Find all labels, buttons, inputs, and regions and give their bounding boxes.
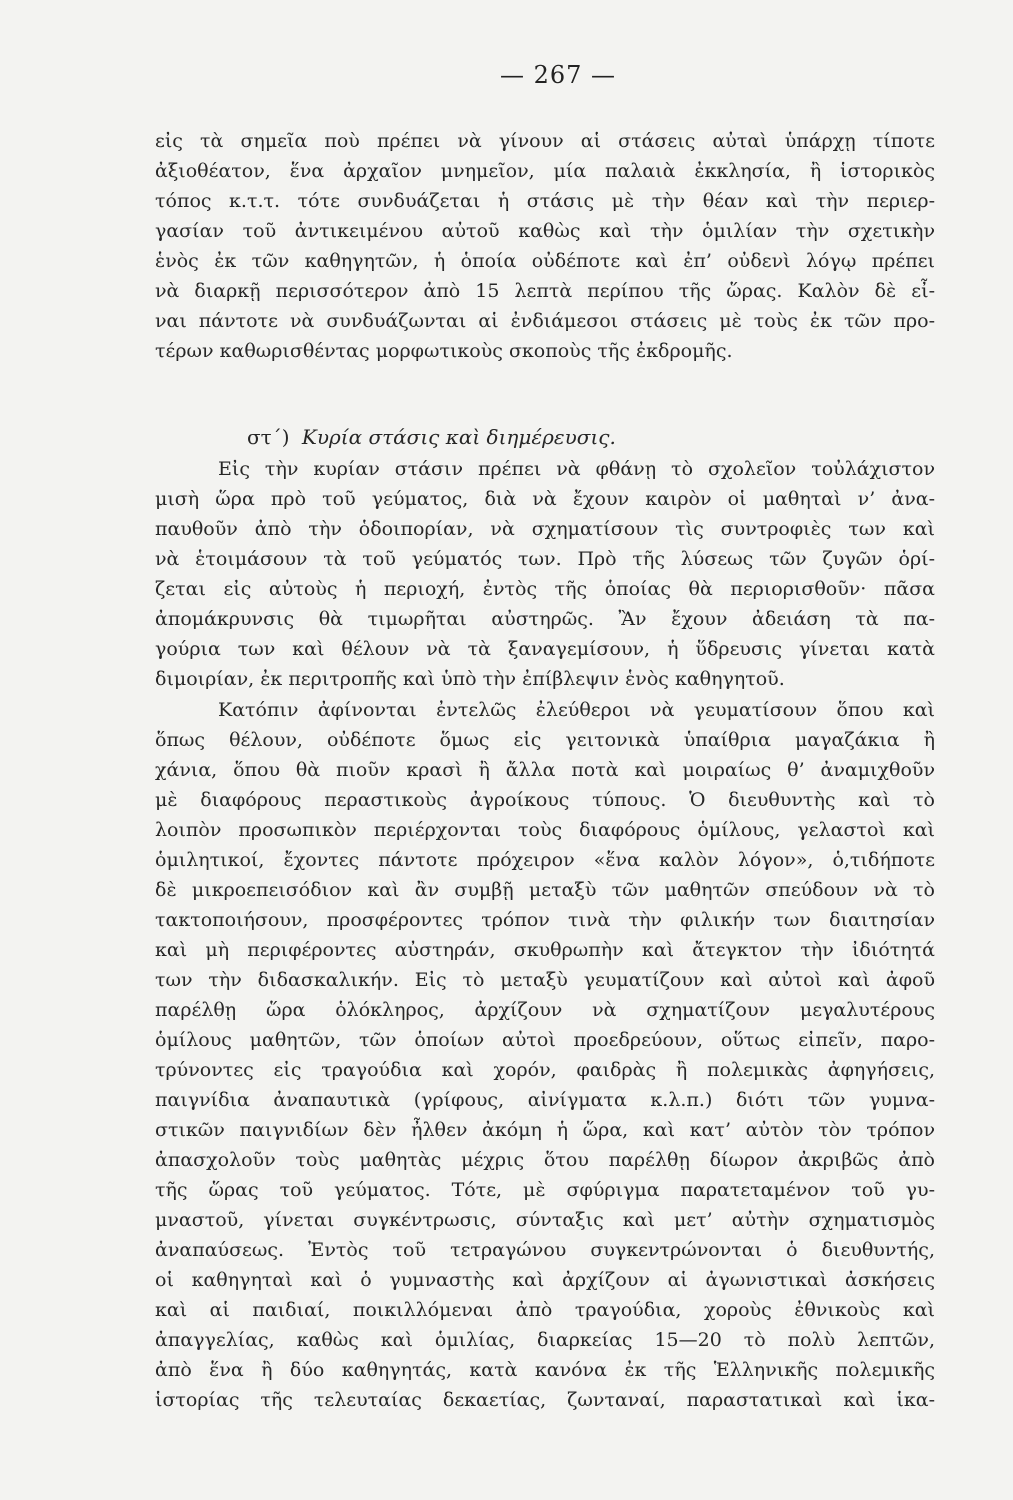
text-line: ἀπαγγελίας, καθὼς καὶ ὁμιλίας, διαρκείας 15—20 τὸ πολὺ λεπτῶν, — [155, 1329, 935, 1351]
text-line: τέρων καθωρισθέντας μορφωτικοὺς σκοποὺς τῆς ἐκδρομῆς. — [155, 340, 733, 362]
text-line: Εἰς τὴν κυρίαν στάσιν πρέπει νὰ φθάνῃ τὸ σχολεῖον τοὐλάχιστον — [218, 458, 935, 480]
text-line: μισὴ ὥρα πρὸ τοῦ γεύματος, διὰ νὰ ἔχουν καιρὸν οἱ μαθηταὶ ν’ ἀνα- — [155, 488, 935, 510]
text-line: ὅπως θέλουν, οὐδέποτε ὅμως εἰς γειτονικὰ ὑπαίθρια μαγαζάκια ἢ — [155, 729, 935, 751]
text-line: τῆς ὥρας τοῦ γεύματος. Τότε, μὲ σφύριγμα παρατεταμένον τοῦ γυ- — [155, 1179, 935, 1201]
section-heading — [247, 422, 616, 452]
text-line: δὲ μικροεπεισόδιον καὶ ἂν συμβῇ μεταξὺ τῶν μαθητῶν σπεύδουν νὰ τὸ — [155, 879, 935, 901]
text-line: ὁμιλητικοί, ἔχοντες πάντοτε πρόχειρον «ἕνα καλὸν λόγον», ὁ,τιδήποτε — [155, 849, 935, 871]
text-line: ἀναπαύσεως. Ἐντὸς τοῦ τετραγώνου συγκεντρώνονται ὁ διευθυντής, — [155, 1239, 935, 1261]
section-title: Κυρία στάσις καὶ διημέρευσις. — [301, 425, 616, 449]
text-line: οἱ καθηγηταὶ καὶ ὁ γυμναστὴς καὶ ἀρχίζουν αἱ ἀγωνιστικαὶ ἀσκήσεις — [155, 1269, 935, 1291]
section-number: στ΄) — [247, 425, 290, 449]
text-line: τόπος κ.τ.τ. τότε συνδυάζεται ἡ στάσις μὲ τὴν θέαν καὶ τὴν περιερ- — [155, 190, 935, 212]
paragraph-2 — [155, 454, 935, 694]
text-line: ἀπὸ ἕνα ἢ δύο καθηγητάς, κατὰ κανόνα ἐκ τῆς Ἑλληνικῆς πολεμικῆς — [155, 1359, 935, 1381]
text-line: μναστοῦ, γίνεται συγκέντρωσις, σύνταξις καὶ μετ’ αὐτὴν σχηματισμὸς — [155, 1209, 935, 1231]
text-line: διμοιρίαν, ἐκ περιτροπῆς καὶ ὑπὸ τὴν ἐπίβλεψιν ἑνὸς καθηγητοῦ. — [155, 668, 785, 690]
text-line: χάνια, ὅπου θὰ πιοῦν κρασὶ ἢ ἄλλα ποτὰ καὶ μοιραίως θ’ ἀναμιχθοῦν — [155, 759, 935, 781]
text-line: στικῶν παιγνιδίων δὲν ἦλθεν ἀκόμη ἡ ὥρα, καὶ κατ’ αὐτὸν τὸν τρόπον — [155, 1119, 935, 1141]
text-line: παυθοῦν ἀπὸ τὴν ὁδοιπορίαν, νὰ σχηματίσουν τὶς συντροφιὲς των καὶ — [155, 518, 935, 540]
text-line: νὰ ἑτοιμάσουν τὰ τοῦ γεύματός των. Πρὸ τῆς λύσεως τῶν ζυγῶν ὁρί- — [155, 548, 935, 570]
text-line: γούρια των καὶ θέλουν νὰ τὰ ξαναγεμίσουν, ἡ ὕδρευσις γίνεται κατὰ — [155, 638, 935, 660]
text-line: καὶ μὴ περιφέροντες αὐστηράν, σκυθρωπὴν καὶ ἄτεγκτον τὴν ἰδιότητά — [155, 939, 935, 961]
text-line: Κατόπιν ἀφίνονται ἐντελῶς ἐλεύθεροι νὰ γευματίσουν ὅπου καὶ — [218, 699, 935, 721]
text-line: τρύνοντες εἰς τραγούδια καὶ χορόν, φαιδρὰς ἢ πολεμικὰς ἀφηγήσεις, — [155, 1059, 935, 1081]
text-line: γασίαν τοῦ ἀντικειμένου αὐτοῦ καθὼς καὶ τὴν ὁμιλίαν τὴν σχετικὴν — [155, 220, 935, 242]
text-line: τακτοποιήσουν, προσφέροντες τρόπον τινὰ τὴν φιλικήν των διαιτησίαν — [155, 909, 935, 931]
text-line: ἀπομάκρυνσις θὰ τιμωρῆται αὐστηρῶς. Ἂν ἔχουν ἀδειάση τὰ πα- — [155, 608, 935, 630]
text-line: παιγνίδια ἀναπαυτικὰ (γρίφους, αἰνίγματα κ.λ.π.) διότι τῶν γυμνα- — [155, 1089, 935, 1111]
text-line: ἀξιοθέατον, ἕνα ἀρχαῖον μνημεῖον, μία παλαιὰ ἐκκλησία, ἢ ἱστορικὸς — [155, 160, 935, 182]
text-line: νὰ διαρκῇ περισσότερον ἀπὸ 15 λεπτὰ περίπου τῆς ὥρας. Καλὸν δὲ εἶ- — [155, 280, 935, 302]
text-line: καὶ αἱ παιδιαί, ποικιλλόμεναι ἀπὸ τραγούδια, χοροὺς ἐθνικοὺς καὶ — [155, 1299, 935, 1321]
text-line: ἑνὸς ἐκ τῶν καθηγητῶν, ἡ ὁποία οὐδέποτε καὶ ἐπ’ οὐδενὶ λόγῳ πρέπει — [155, 250, 935, 272]
page-number: — 267 — — [499, 61, 617, 89]
paragraph-1 — [155, 126, 935, 366]
text-line: των τὴν διδασκαλικήν. Εἰς τὸ μεταξὺ γευματίζουν καὶ αὐτοὶ καὶ ἀφοῦ — [155, 969, 935, 991]
text-line: ζεται εἰς αὐτοὺς ἡ περιοχή, ἐντὸς τῆς ὁποίας θὰ περιορισθοῦν· πᾶσα — [155, 578, 935, 600]
text-line: ναι πάντοτε νὰ συνδυάζωνται αἱ ἐνδιάμεσοι στάσεις μὲ τοὺς ἐκ τῶν προ- — [155, 310, 935, 332]
text-line: μὲ διαφόρους περαστικοὺς ἀγροίκους τύπους. Ὁ διευθυντὴς καὶ τὸ — [155, 789, 935, 811]
text-line: ὁμίλους μαθητῶν, τῶν ὁποίων αὐτοὶ προεδρεύουν, οὕτως εἰπεῖν, παρο- — [155, 1029, 935, 1051]
text-line: ἱστορίας τῆς τελευταίας δεκαετίας, ζωνταναί, παραστατικαὶ καὶ ἱκα- — [155, 1389, 935, 1411]
text-line: εἰς τὰ σημεῖα ποὺ πρέπει νὰ γίνουν αἱ στάσεις αὐταὶ ὑπάρχῃ τίποτε — [155, 130, 935, 152]
paragraph-3 — [155, 695, 935, 1415]
text-line: λοιπὸν προσωπικὸν περιέρχονται τοὺς διαφόρους ὁμίλους, γελαστοὶ καὶ — [155, 819, 935, 841]
text-line: ἀπασχολοῦν τοὺς μαθητὰς μέχρις ὅτου παρέλθῃ δίωρον ἀκριβῶς ἀπὸ — [155, 1149, 935, 1171]
text-line: παρέλθῃ ὥρα ὁλόκληρος, ἀρχίζουν νὰ σχηματίζουν μεγαλυτέρους — [155, 999, 935, 1021]
